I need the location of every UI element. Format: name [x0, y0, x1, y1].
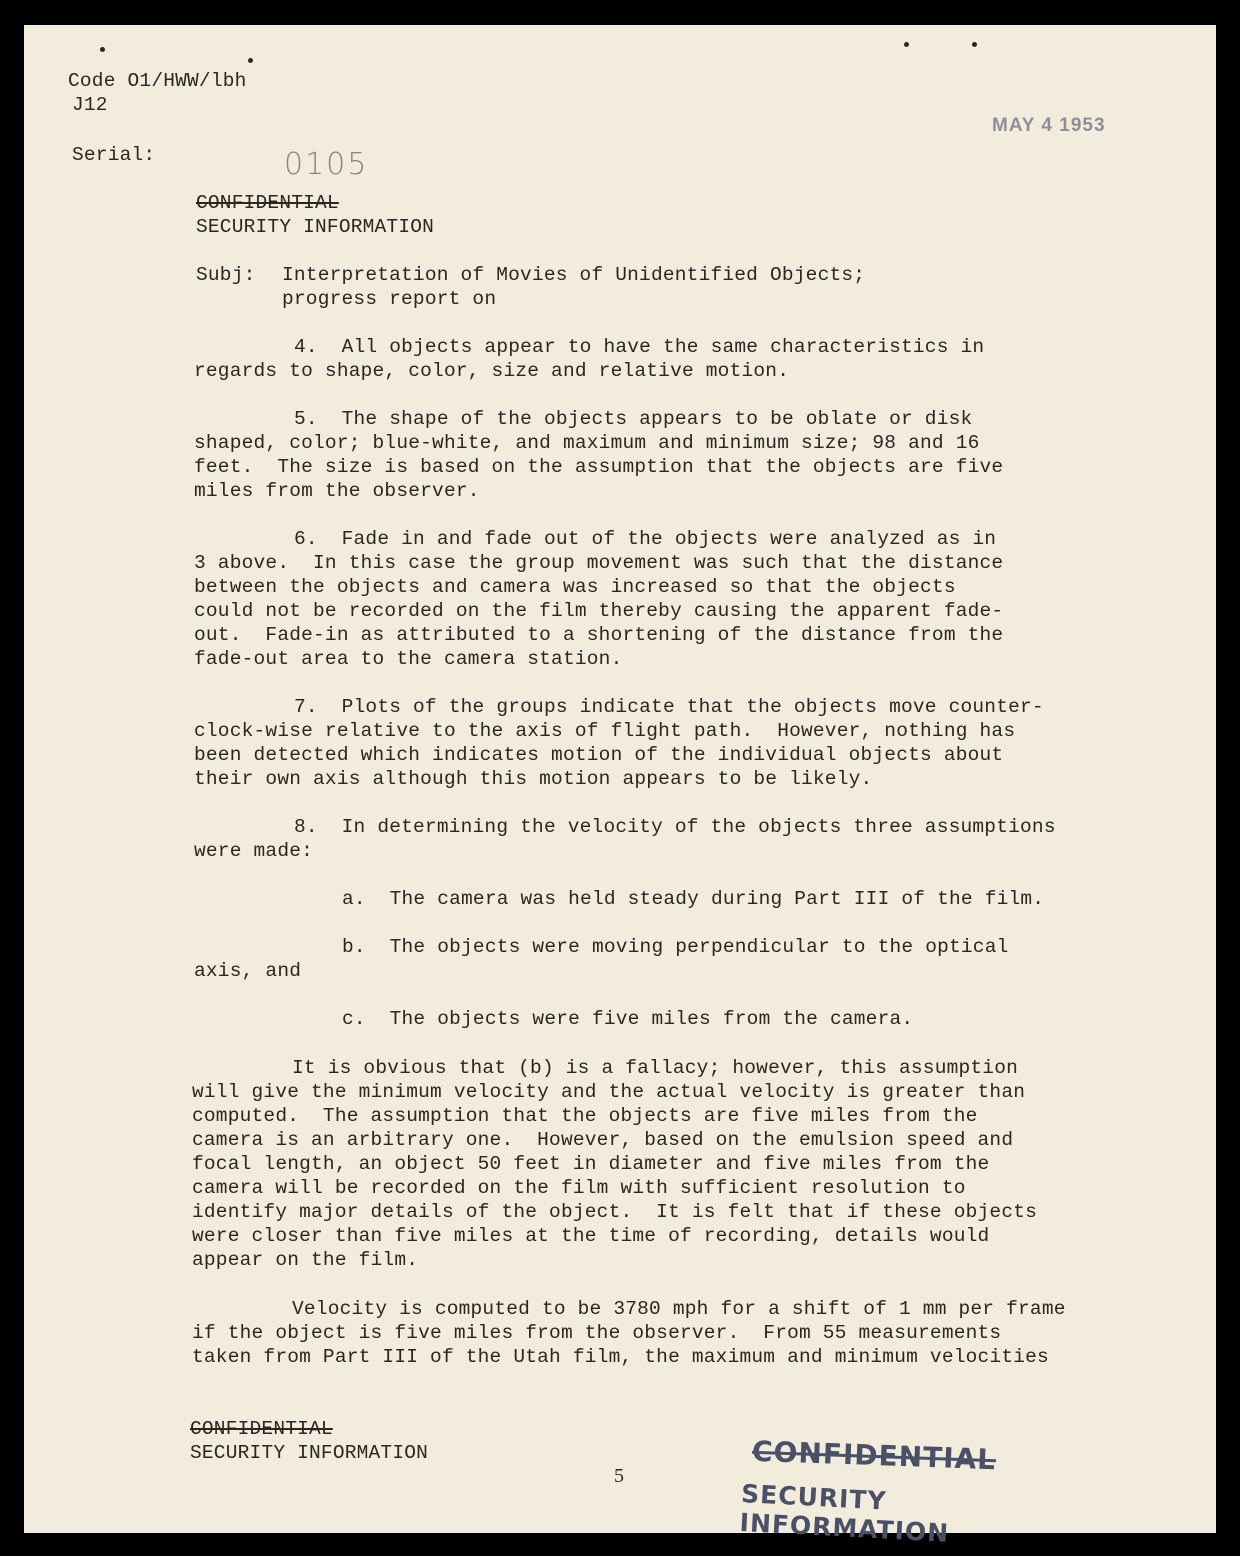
para-4-line: 4. All objects appear to have the same characteristics in: [294, 336, 985, 358]
item-a: a. The camera was held steady during Part III of the film.: [342, 888, 1045, 910]
para-10-line: Velocity is computed to be 3780 mph for a shift of 1 mm per frame: [292, 1298, 1066, 1320]
para-6-line: fade-out area to the camera station.: [194, 648, 623, 670]
subject-line-2: progress report on: [282, 288, 497, 310]
speck: [904, 42, 909, 47]
date-stamp: MAY 4 1953: [992, 115, 1106, 136]
para-6-line: 3 above. In this case the group movement was such that the distance: [194, 552, 1004, 574]
confidential-stamp: [738, 1434, 1102, 1548]
classification-label: SECURITY INFORMATION: [196, 216, 435, 238]
serial-number: 0105: [284, 147, 369, 182]
para-6-line: out. Fade-in as attributed to a shortening of the distance from the: [194, 624, 1004, 646]
para-5-line: feet. The size is based on the assumption that the objects are five: [194, 456, 1004, 478]
para-7-line: clock-wise relative to the axis of flight path. However, nothing has: [194, 720, 1016, 742]
subject-label: Subj:: [196, 264, 256, 286]
item-b-line: b. The objects were moving perpendicular to the optical: [342, 936, 1009, 958]
para-9-line: were closer than five miles at the time of recording, details would: [192, 1225, 990, 1247]
para-5-line: miles from the observer.: [194, 480, 480, 502]
classification-struck: CONFIDENTIAL: [196, 192, 339, 214]
footer-classification-struck: CONFIDENTIAL: [190, 1418, 333, 1440]
para-6-line: between the objects and camera was increased so that the objects: [194, 576, 956, 598]
subject-line-1: Interpretation of Movies of Unidentified Objects;: [282, 264, 866, 286]
para-9-line: It is obvious that (b) is a fallacy; however, this assumption: [292, 1057, 1019, 1079]
page-number: 5: [614, 1465, 624, 1487]
para-9-line: identify major details of the object. It is felt that if these objects: [192, 1201, 1038, 1223]
para-9-line: will give the minimum velocity and the actual velocity is greater than: [192, 1081, 1026, 1103]
para-4-line: regards to shape, color, size and relative motion.: [194, 360, 790, 382]
code-line: Code O1/HWW/lbh: [68, 70, 247, 92]
speck: [100, 47, 105, 52]
speck: [248, 58, 253, 63]
stamp-line-2: SECURITY INFORMATION: [738, 1479, 950, 1548]
para-7-line: 7. Plots of the groups indicate that the objects move counter-: [294, 696, 1044, 718]
item-b-line: axis, and: [194, 960, 302, 982]
item-c: c. The objects were five miles from the camera.: [342, 1008, 914, 1030]
ref-line: J12: [72, 94, 108, 116]
para-9-line: appear on the film.: [192, 1249, 419, 1271]
para-6-line: could not be recorded on the film thereby causing the apparent fade-: [194, 600, 1004, 622]
para-7-line: their own axis although this motion appears to be likely.: [194, 768, 873, 790]
para-9-line: camera is an arbitrary one. However, based on the emulsion speed and: [192, 1129, 1014, 1151]
para-8-line: 8. In determining the velocity of the objects three assumptions: [294, 816, 1056, 838]
para-5-line: shaped, color; blue-white, and maximum and minimum size; 98 and 16: [194, 432, 980, 454]
para-6-line: 6. Fade in and fade out of the objects were analyzed as in: [294, 528, 997, 550]
stamp-line-1: CONFIDENTIAL: [751, 1434, 997, 1477]
para-8-line: were made:: [194, 840, 314, 862]
para-9-line: computed. The assumption that the objects are five miles from the: [192, 1105, 978, 1127]
footer-classification-label: SECURITY INFORMATION: [190, 1442, 429, 1464]
document-page: [24, 25, 1216, 1548]
para-9-line: camera will be recorded on the film with sufficient resolution to: [192, 1177, 966, 1199]
speck: [972, 42, 977, 47]
para-10-line: taken from Part III of the Utah film, the maximum and minimum velocities: [192, 1346, 1049, 1368]
para-9-line: focal length, an object 50 feet in diameter and five miles from the: [192, 1153, 990, 1175]
para-10-line: if the object is five miles from the observer. From 55 measurements: [192, 1322, 1002, 1344]
serial-label: Serial:: [72, 144, 156, 166]
para-7-line: been detected which indicates motion of the individual objects about: [194, 744, 1004, 766]
para-5-line: 5. The shape of the objects appears to be oblate or disk: [294, 408, 973, 430]
